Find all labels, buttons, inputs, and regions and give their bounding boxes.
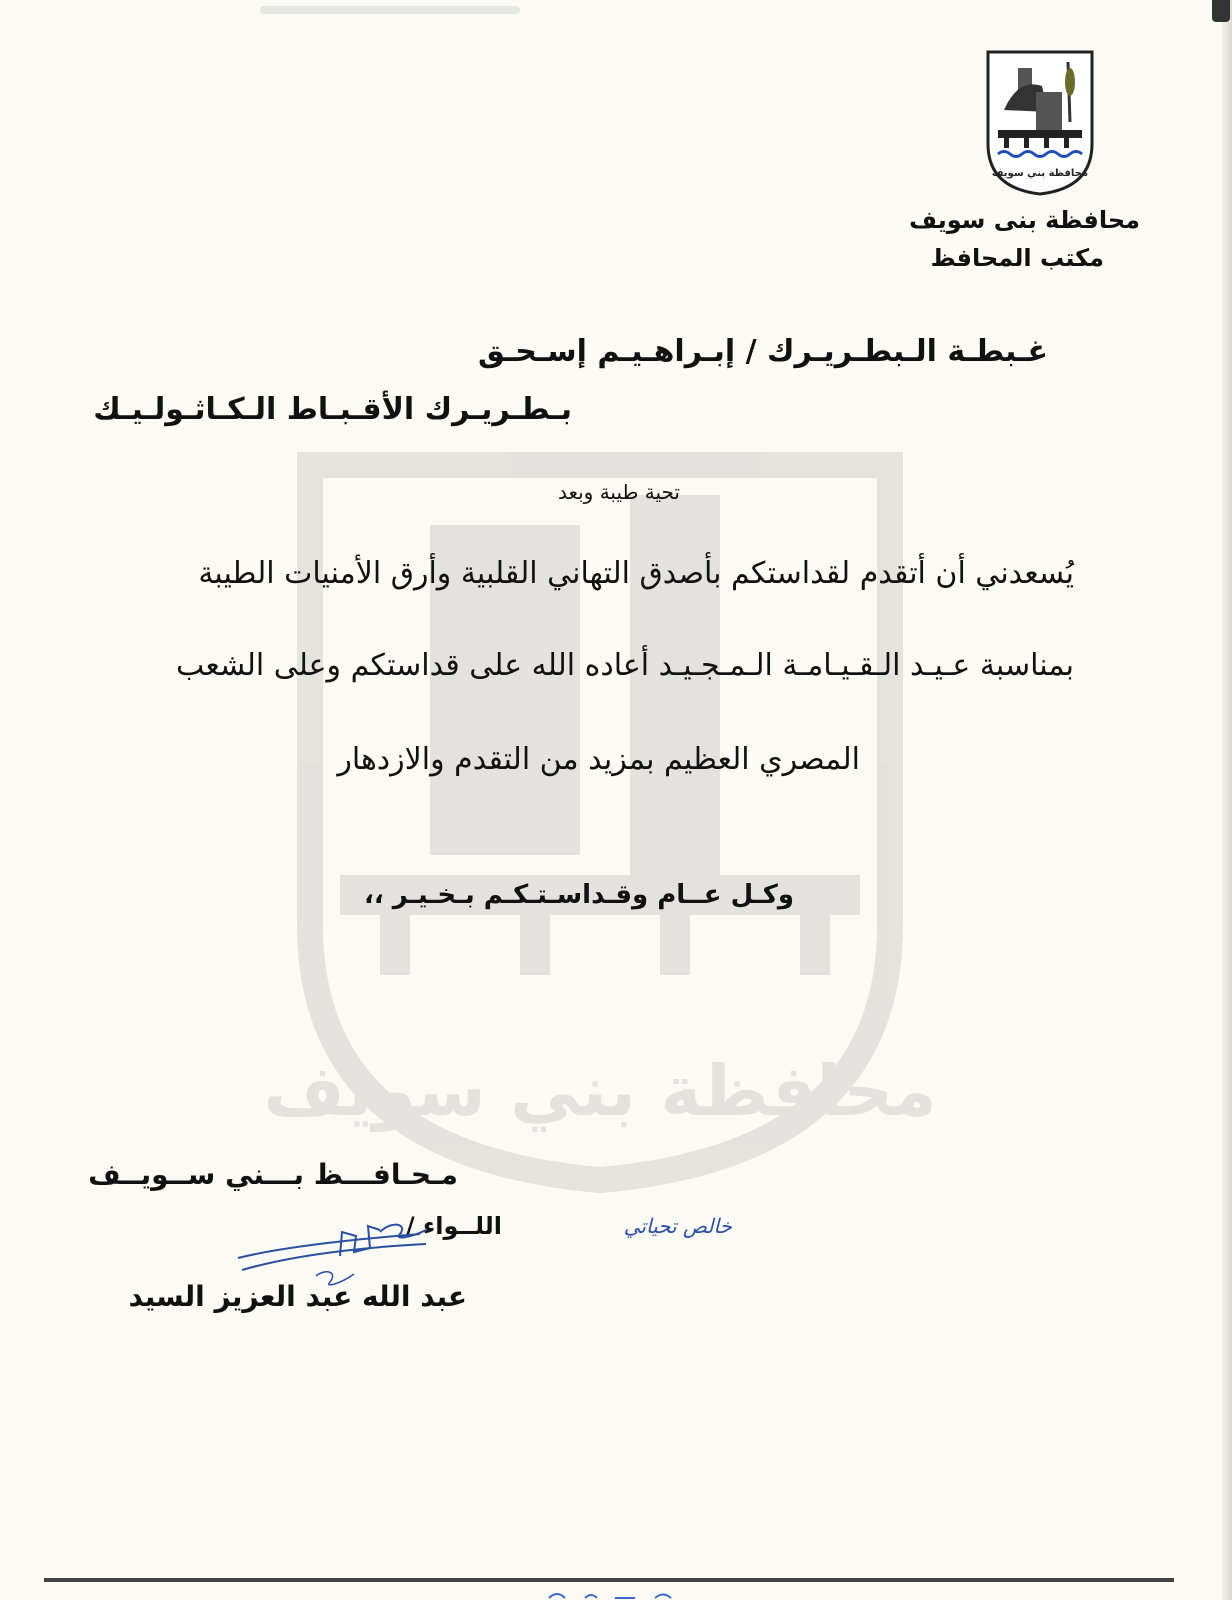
governor-office: مكتب المحافظ <box>930 244 1104 272</box>
closing-line: وكـل عــام وقـداسـتـكـم بـخـيـر ،، <box>364 880 794 910</box>
greeting: تحية طيبة وبعد <box>557 480 680 504</box>
governorate-name: محافظة بنى سويف <box>909 206 1140 234</box>
scan-smudge <box>260 6 520 14</box>
body-line-2: بمناسبة عـيـد الـقـيـامـة الـمـجـيـد أعاده الله على قداستكم وعلى الشعب <box>176 648 1074 683</box>
governorate-emblem <box>984 48 1096 196</box>
body-line-1: يُسعدني أن أتقدم لقداستكم بأصدق التهاني القلبية وأرق الأمنيات الطيبة <box>198 556 1074 591</box>
signatory-name: عبد الله عبد العزيز السيد <box>128 1280 467 1313</box>
addressee-line-1: غـبطـة الـبطـريـرك / إبـراهـيـم إسـحـق <box>477 334 1048 369</box>
body-line-3: المصري العظيم بمزيد من التقدم والازدهار <box>337 742 860 777</box>
scan-edge <box>1222 0 1232 1600</box>
signatory-title: مـحـافـــظ بـــني ســويــف <box>88 1158 458 1191</box>
footer-fragment <box>545 1588 695 1600</box>
addressee-line-2: بـطـريـرك الأقـبـاط الـكـاثـولـيـك <box>93 392 572 427</box>
scan-mark <box>1212 0 1230 22</box>
watermark-text: محافظة بني سويف <box>263 1050 937 1132</box>
footer-rule <box>44 1578 1174 1582</box>
signatory-rank: اللــواء / <box>405 1212 502 1240</box>
emblem-label: محافظة بني سويف <box>991 168 1089 179</box>
handwritten-note: خالص تحياتي <box>623 1214 732 1238</box>
